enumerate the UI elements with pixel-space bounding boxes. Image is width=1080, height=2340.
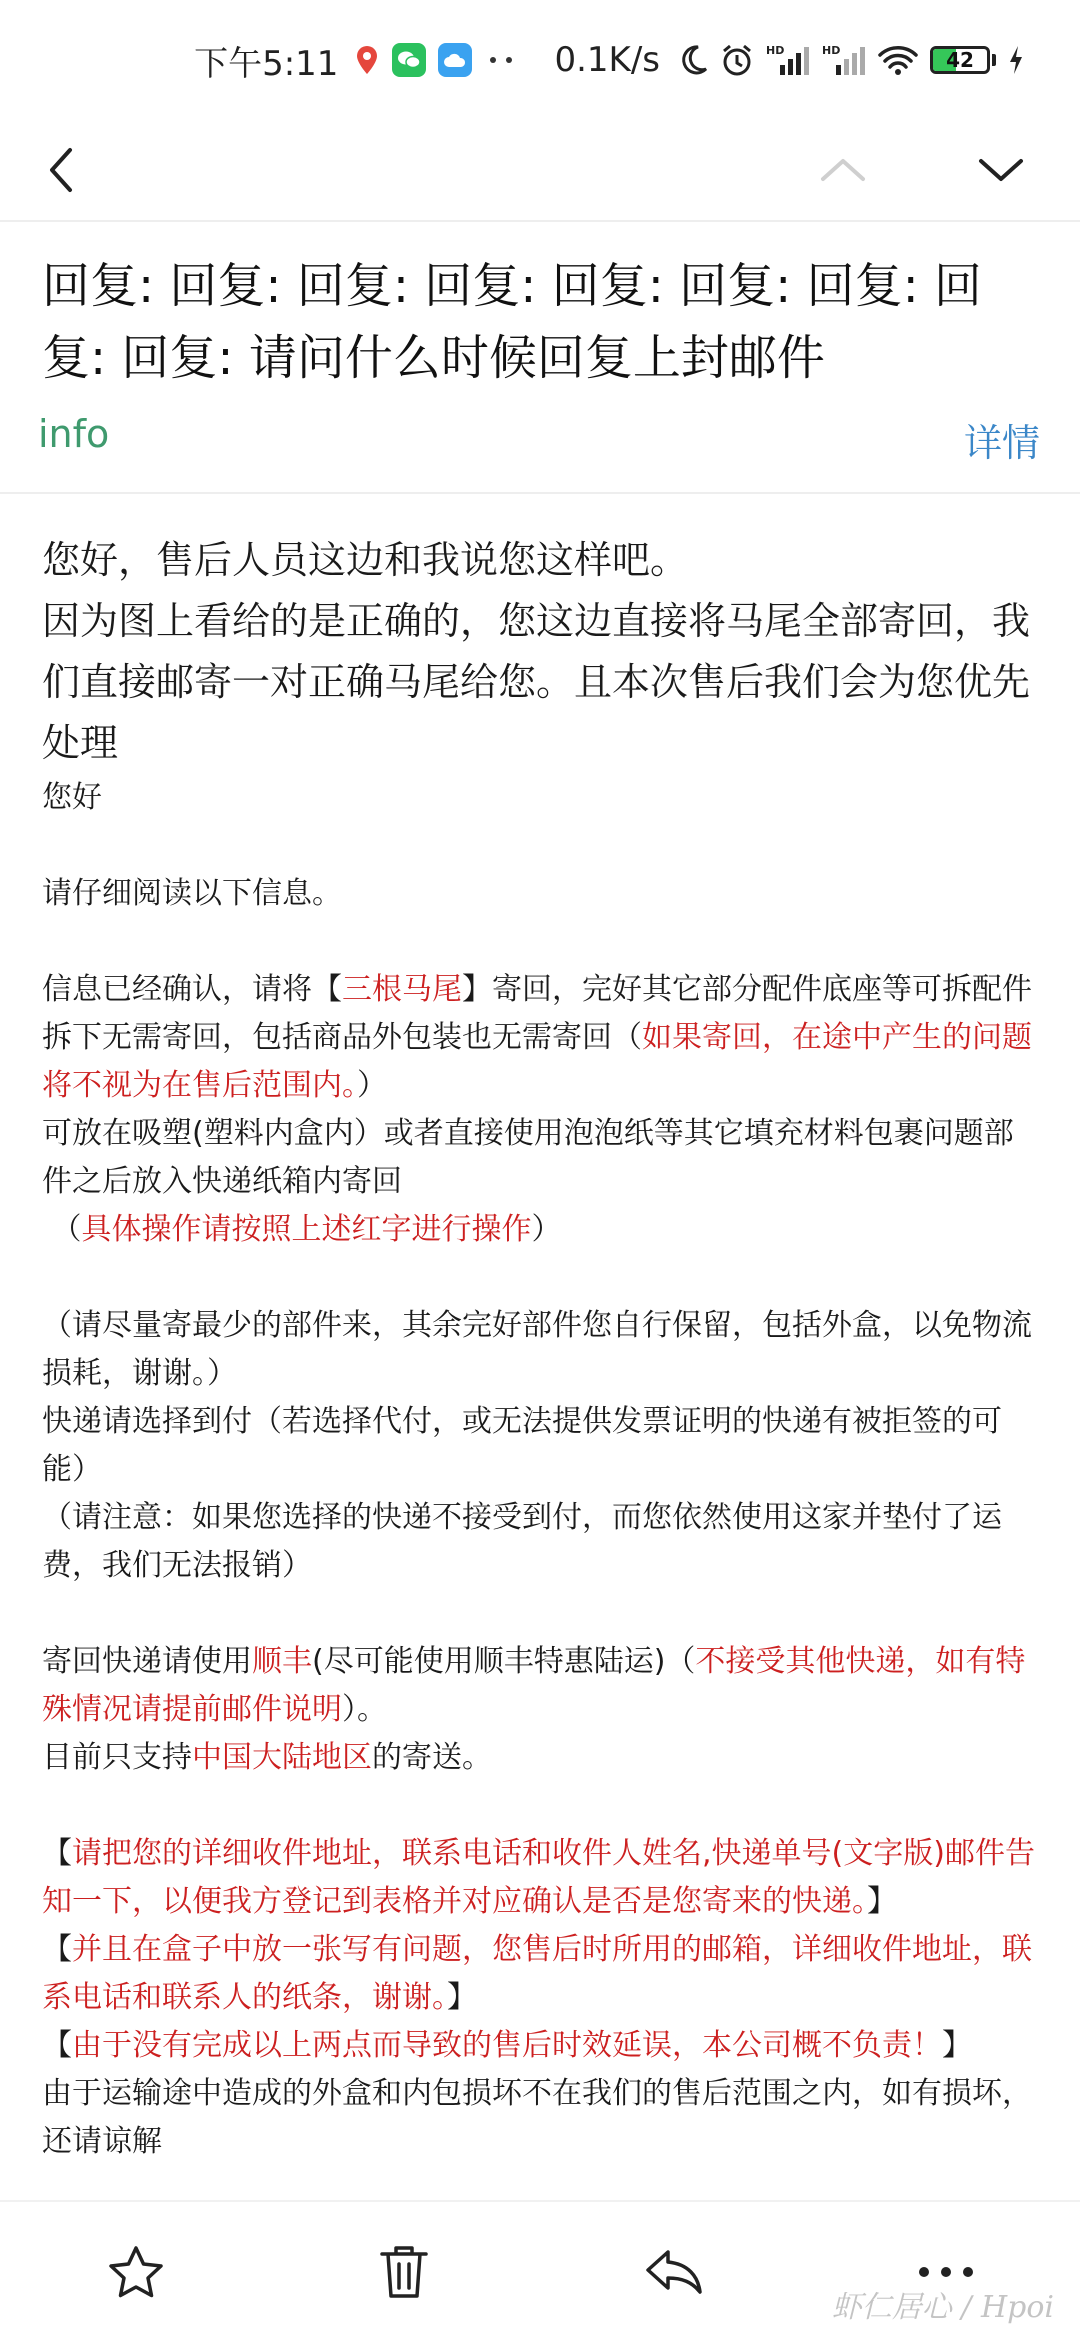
location-icon: [354, 44, 380, 76]
wifi-icon: [878, 44, 918, 76]
read-notice: 请仔细阅读以下信息。: [42, 876, 342, 911]
signal-icon: [766, 43, 810, 77]
quoted-greeting: 您好: [42, 780, 102, 815]
confirm-paragraph: 信息已经确认，请将【三根马尾】寄回，完好其它部分配件底座等可拆配件拆下无需寄回，包括商品外包装也无需寄回（如果寄回，在途中产生的问题将不视为在售后范围内。）: [42, 972, 1032, 1103]
status-bar: [0, 0, 1080, 120]
chevron-down-icon: [975, 153, 1027, 187]
reply-button[interactable]: [634, 2232, 714, 2312]
requirement-1: 【请把您的详细收件地址，联系电话和收件人姓名,快递单号(文字版)邮件告知一下，以便我方登记到表格并对应确认是否是您寄来的快递。】: [42, 1836, 1035, 1919]
minimum-paragraph: （请尽量寄最少的部件来，其余完好部件您自行保留，包括外盒，以免物流损耗，谢谢。）: [42, 1308, 1032, 1391]
back-button[interactable]: [26, 135, 96, 205]
note-paragraph: （请注意：如果您选择的快递不接受到付，而您依然使用这家并垫付了运费，我们无法报销）: [42, 1500, 1002, 1583]
watermark: 虾仁居心 / Hpoi: [831, 2290, 1054, 2325]
operate-paragraph: （具体操作请按照上述红字进行操作）: [51, 1212, 562, 1247]
header-divider: [0, 220, 1080, 222]
damage-paragraph: 由于运输途中造成的外盒和内包损坏不在我们的售后范围之内，如有损坏，还请谅解: [42, 2076, 1032, 2159]
back-arrow-icon: [44, 144, 78, 196]
signal-label-1: HD: [766, 44, 785, 57]
email-subject: 回复: 回复: 回复: 回复: 回复: 回复: 回复: 回复: 回复: 请问什么时候回复上封邮件: [42, 258, 983, 386]
cloud-icon: [438, 43, 472, 77]
alarm-icon: [720, 43, 754, 77]
reply-icon: [644, 2246, 704, 2298]
next-email-button[interactable]: [966, 135, 1036, 205]
top-nav: [0, 120, 1080, 220]
packing-paragraph: 可放在吸塑(塑料内盒内）或者直接使用泡泡纸等其它填充材料包裹问题部件之后放入快递纸箱内寄回: [42, 1116, 1014, 1199]
signal-label-2: HD: [822, 44, 841, 57]
reply-line: 因为图上看给的是正确的，您这边直接将马尾全部寄回，我们直接邮寄一对正确马尾给您。且本次售后我们会为您优先处理: [42, 599, 1031, 765]
network-speed: 0.1K/s: [554, 40, 660, 80]
status-time: 下午5:11: [194, 43, 339, 84]
battery-icon: [930, 46, 996, 74]
wechat-icon: [392, 43, 426, 77]
email-body: [42, 530, 1042, 2166]
region-paragraph: 目前只支持中国大陆地区的寄送。: [42, 1740, 492, 1775]
moon-icon: [678, 44, 708, 76]
more-icon: [918, 2266, 974, 2278]
trash-icon: [378, 2242, 430, 2302]
delete-button[interactable]: [364, 2232, 444, 2312]
requirement-2: 【并且在盒子中放一张写有问题，您售后时所用的邮箱，详细收件地址，联系电话和联系人的纸条，谢谢。】: [42, 1932, 1032, 2015]
charging-icon: [1008, 45, 1024, 75]
star-icon: [107, 2244, 165, 2300]
more-dots-icon: [484, 55, 518, 65]
chevron-up-icon: [817, 153, 869, 187]
cod-paragraph: 快递请选择到付（若选择代付，或无法提供发票证明的快递有被拒签的可能）: [42, 1404, 1002, 1487]
battery-percent: 42: [946, 48, 974, 72]
requirement-3: 【由于没有完成以上两点而导致的售后时效延误，本公司概不负责！】: [42, 2028, 972, 2063]
previous-email-button[interactable]: [808, 135, 878, 205]
courier-paragraph: 寄回快递请使用顺丰(尽可能使用顺丰特惠陆运)（不接受其他快递，如有特殊情况请提前邮件说明）。: [42, 1644, 1026, 1727]
details-link[interactable]: 详情: [963, 421, 1040, 465]
signal-2-icon: [822, 43, 866, 77]
star-button[interactable]: [96, 2232, 176, 2312]
reply-line: 您好，售后人员这边和我说您这样吧。: [42, 538, 689, 582]
subject-divider: [0, 492, 1080, 494]
sender-name[interactable]: info: [38, 412, 110, 456]
